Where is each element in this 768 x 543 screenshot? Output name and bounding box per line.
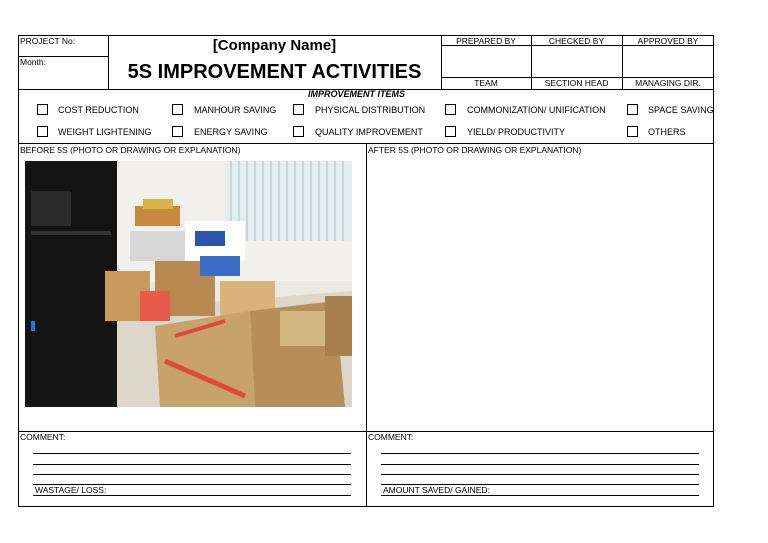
before-section-label: BEFORE 5S (PHOTO OR DRAWING OR EXPLANATION) — [20, 145, 241, 155]
divider — [18, 431, 714, 432]
amount-saved-label: AMOUNT SAVED/ GAINED: — [383, 485, 490, 495]
managing-director-label: MANAGING DIR. — [635, 78, 701, 88]
comment-line — [33, 464, 351, 465]
checkbox-label: PHYSICAL DISTRIBUTION — [315, 105, 426, 115]
checkbox-physical-distribution[interactable] — [293, 104, 304, 115]
checkbox-label: WEIGHT LIGHTENING — [58, 127, 152, 137]
comment-line — [381, 474, 699, 475]
checkbox-label: QUALITY IMPROVEMENT — [315, 127, 423, 137]
checkbox-quality-improvement[interactable] — [293, 126, 304, 137]
comment-line — [33, 453, 351, 454]
checkbox-cost-reduction[interactable] — [37, 104, 48, 115]
approved-by-label: APPROVED BY — [637, 36, 699, 46]
prepared-by-label: PREPARED BY — [456, 36, 516, 46]
comment-line — [33, 474, 351, 475]
improvement-items-heading: IMPROVEMENT ITEMS — [308, 89, 406, 99]
checkbox-others[interactable] — [627, 126, 638, 137]
wastage-loss-label: WASTAGE/ LOSS: — [35, 485, 107, 495]
checkbox-label: COST REDUCTION — [58, 105, 139, 115]
checkbox-yield-productivity[interactable] — [445, 126, 456, 137]
checkbox-label: SPACE SAVING — [648, 105, 714, 115]
checkbox-label: ENERGY SAVING — [194, 127, 268, 137]
team-label: TEAM — [474, 78, 498, 88]
before-comment-label: COMMENT: — [20, 432, 66, 442]
checked-by-label: CHECKED BY — [548, 36, 605, 46]
month-label: Month: — [20, 57, 46, 67]
checkbox-label: YIELD/ PRODUCTIVITY — [467, 127, 566, 137]
company-name: [Company Name] — [212, 37, 337, 54]
project-number-label: PROJECT No: — [20, 36, 76, 46]
comment-line — [381, 495, 699, 496]
checkbox-label: OTHERS — [648, 127, 686, 137]
panel-divider — [366, 143, 367, 507]
checkbox-weight-lightening[interactable] — [37, 126, 48, 137]
checkbox-label: MANHOUR SAVING — [194, 105, 277, 115]
after-comment-label: COMMENT: — [368, 432, 414, 442]
before-photo — [25, 161, 352, 407]
page-title: 5S IMPROVEMENT ACTIVITIES — [127, 61, 422, 83]
section-head-label: SECTION HEAD — [544, 78, 609, 88]
comment-line — [33, 495, 351, 496]
checkbox-label: COMMONIZATION/ UNIFICATION — [467, 105, 606, 115]
after-section-label: AFTER 5S (PHOTO OR DRAWING OR EXPLANATION) — [368, 145, 582, 155]
checkbox-space-saving[interactable] — [627, 104, 638, 115]
checkbox-commonization-unification[interactable] — [445, 104, 456, 115]
comment-line — [381, 453, 699, 454]
checkbox-manhour-saving[interactable] — [172, 104, 183, 115]
checkbox-energy-saving[interactable] — [172, 126, 183, 137]
comment-line — [381, 464, 699, 465]
